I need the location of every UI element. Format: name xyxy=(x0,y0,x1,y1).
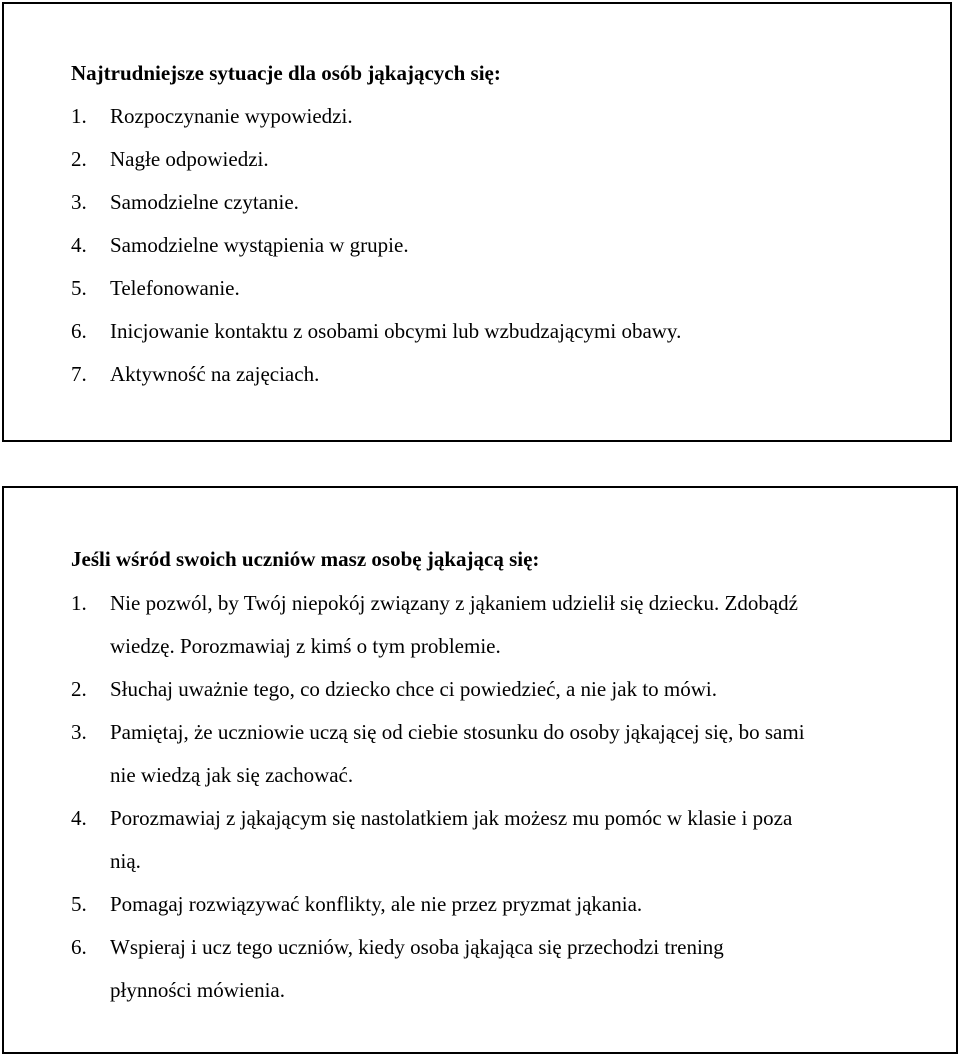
item-number: 3. xyxy=(71,720,87,744)
difficult-situations-box xyxy=(2,2,952,442)
list-item xyxy=(71,668,956,711)
item-text-line: Pamiętaj, że uczniowie uczą się od ciebie stosunku do osoby jąkającej się, bo sami xyxy=(110,720,805,744)
advice-heading: Jeśli wśród swoich uczniów masz osobę jąkającą się: xyxy=(71,547,540,571)
difficult-situations-list xyxy=(71,95,950,396)
item-text: Aktywność na zajęciach. xyxy=(110,362,320,386)
item-text-line: Słuchaj uważnie tego, co dziecko chce ci powiedzieć, a nie jak to mówi. xyxy=(110,677,718,701)
item-text: Nagłe odpowiedzi. xyxy=(110,147,269,171)
list-item xyxy=(71,353,950,396)
list-item xyxy=(71,582,956,668)
list-item xyxy=(71,224,950,267)
list-item xyxy=(71,138,950,181)
item-number: 1. xyxy=(71,591,87,615)
item-number: 3. xyxy=(71,190,87,214)
list-item xyxy=(71,181,950,224)
item-number: 7. xyxy=(71,362,87,386)
advice-box xyxy=(2,486,958,1054)
item-text-line: Pomagaj rozwiązywać konflikty, ale nie przez pryzmat jąkania. xyxy=(110,892,643,916)
item-number: 2. xyxy=(71,147,87,171)
list-item xyxy=(71,797,956,883)
item-number: 5. xyxy=(71,892,87,916)
list-item xyxy=(71,310,950,353)
item-text: Telefonowanie. xyxy=(110,276,240,300)
item-text-line: Porozmawiaj z jąkającym się nastolatkiem jak możesz mu pomóc w klasie i poza xyxy=(110,806,793,830)
item-text-line: płynności mówienia. xyxy=(110,978,285,1002)
item-text-line: Nie pozwól, by Twój niepokój związany z jąkaniem udzielił się dziecku. Zdobądź xyxy=(110,591,799,615)
list-item xyxy=(71,926,956,1012)
item-number: 4. xyxy=(71,806,87,830)
list-item xyxy=(71,711,956,797)
item-text-line: Wspieraj i ucz tego uczniów, kiedy osoba jąkająca się przechodzi trening xyxy=(110,935,724,959)
item-text-line: nie wiedzą jak się zachować. xyxy=(110,763,354,787)
advice-list xyxy=(71,582,956,1012)
list-item xyxy=(71,883,956,926)
item-number: 6. xyxy=(71,935,87,959)
item-text-line: wiedzę. Porozmawiaj z kimś o tym problemie. xyxy=(110,634,501,658)
item-number: 5. xyxy=(71,276,87,300)
item-text: Samodzielne wystąpienia w grupie. xyxy=(110,233,409,257)
difficult-situations-heading: Najtrudniejsze sytuacje dla osób jąkających się: xyxy=(71,61,501,85)
item-text-line: nią. xyxy=(110,849,141,873)
item-text: Inicjowanie kontaktu z osobami obcymi lub wzbudzającymi obawy. xyxy=(110,319,682,343)
item-number: 6. xyxy=(71,319,87,343)
item-number: 4. xyxy=(71,233,87,257)
item-number: 2. xyxy=(71,677,87,701)
item-number: 1. xyxy=(71,104,87,128)
list-item xyxy=(71,267,950,310)
list-item xyxy=(71,95,950,138)
item-text: Rozpoczynanie wypowiedzi. xyxy=(110,104,353,128)
item-text: Samodzielne czytanie. xyxy=(110,190,299,214)
